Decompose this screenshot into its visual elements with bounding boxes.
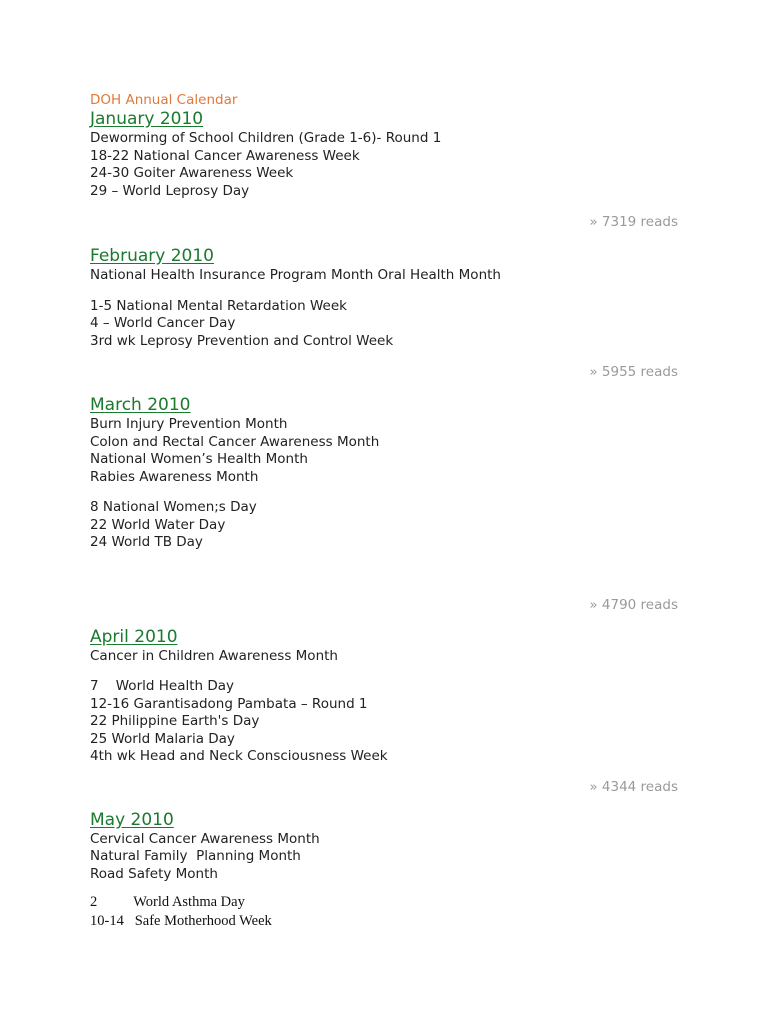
event-line: Natural Family Planning Month (90, 848, 301, 864)
month-title-link[interactable]: April 2010 (90, 626, 178, 647)
read-count-link[interactable]: » 4790 reads (589, 596, 678, 613)
event-line: 10-14 Safe Motherhood Week (90, 913, 272, 929)
event-line: 29 – World Leprosy Day (90, 182, 250, 199)
event-line: 1-5 National Mental Retardation Week (90, 297, 347, 314)
month-section-february (90, 246, 690, 381)
month-title-link[interactable]: March 2010 (90, 395, 191, 415)
month-section-march (90, 395, 690, 614)
event-line: 3rd wk Leprosy Prevention and Control Week (90, 332, 394, 349)
event-line: Cervical Cancer Awareness Month (90, 830, 320, 847)
event-line: 22 Philippine Earth's Day (90, 713, 260, 729)
event-line: National Health Insurance Program Month Oral Health Month (90, 267, 501, 283)
month-title-link[interactable]: February 2010 (90, 246, 214, 266)
event-line: Colon and Rectal Cancer Awareness Month (90, 433, 380, 450)
month-section-april (90, 627, 690, 796)
calendar-document (90, 92, 690, 931)
event-line: 12-16 Garantisadong Pambata – Round 1 (90, 695, 368, 712)
event-line: Cancer in Children Awareness Month (90, 647, 338, 664)
event-line: 22 World Water Day (90, 516, 226, 533)
event-line: Burn Injury Prevention Month (90, 416, 288, 432)
read-count-link[interactable]: » 4344 reads (589, 778, 678, 795)
event-line: 24 World TB Day (90, 534, 203, 550)
read-count-link[interactable]: » 7319 reads (589, 214, 678, 230)
month-section-may (90, 810, 690, 932)
read-count-link[interactable]: » 5955 reads (589, 364, 678, 380)
event-line: 4th wk Head and Neck Consciousness Week (90, 748, 388, 764)
month-title-link[interactable]: May 2010 (90, 809, 174, 830)
event-line: 7 World Health Day (90, 678, 235, 694)
event-line: 4 – World Cancer Day (90, 315, 236, 331)
event-line: 25 World Malaria Day (90, 730, 235, 747)
month-section-january (90, 109, 690, 231)
document-title: DOH Annual Calendar (90, 92, 238, 108)
event-line: 2 World Asthma Day (90, 894, 245, 910)
event-line: Deworming of School Children (Grade 1-6)- Round 1 (90, 130, 442, 146)
event-line: Road Safety Month (90, 865, 218, 882)
event-line: National Women’s Health Month (90, 451, 308, 467)
event-line: 8 National Women;s Day (90, 499, 257, 515)
event-line: 18-22 National Cancer Awareness Week (90, 147, 360, 164)
month-title-link[interactable]: January 2010 (90, 109, 204, 129)
event-line: Rabies Awareness Month (90, 468, 259, 485)
serif-event-block (90, 893, 690, 931)
event-line: 24-30 Goiter Awareness Week (90, 165, 294, 181)
